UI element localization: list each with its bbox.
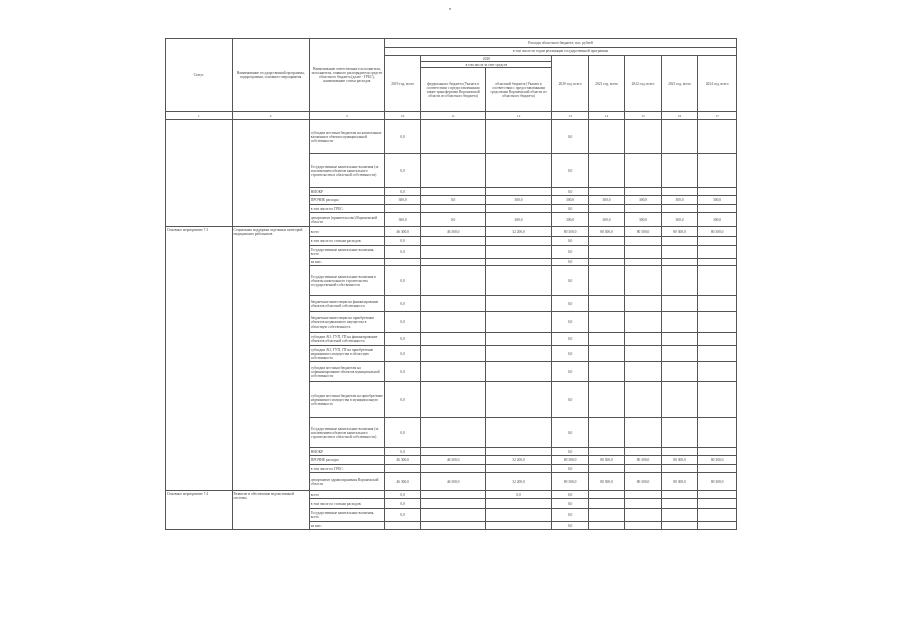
header-sub-span: в том числе по годам реализации государственной программы xyxy=(384,48,736,56)
value-cell-16 xyxy=(661,246,697,259)
header-indicator: Наименование ответственного исполнителя, исполнителя, главного распорядителя средств областного бюджета (далее - ГРБС), наименование статьи расходов xyxy=(309,39,384,112)
value-cell-12 xyxy=(485,188,552,196)
value-cell-13: 0,0 xyxy=(552,120,588,154)
row-label: всего xyxy=(309,227,384,237)
value-cell-15: 80 300,0 xyxy=(625,473,661,491)
value-cell-14: 300,0 xyxy=(588,196,624,205)
value-cell-13: 0,0 xyxy=(552,362,588,382)
value-cell-11 xyxy=(421,259,485,266)
value-cell-14 xyxy=(588,188,624,196)
value-cell-11 xyxy=(421,333,485,346)
header-2024: 2024 год, всего xyxy=(698,56,737,112)
value-cell-13: 0,0 xyxy=(552,205,588,213)
value-cell-10: 46 300,0 xyxy=(384,473,420,491)
value-cell-12 xyxy=(485,346,552,362)
value-cell-12: 32 200,0 xyxy=(485,473,552,491)
value-cell-15 xyxy=(625,333,661,346)
value-cell-11 xyxy=(421,188,485,196)
value-cell-15 xyxy=(625,465,661,473)
value-cell-12 xyxy=(485,448,552,456)
value-cell-15 xyxy=(625,362,661,382)
column-number: 13 xyxy=(552,112,588,120)
row-label: Государственные капитальные вложения в объекты капитального строительства государственной собственности xyxy=(309,266,384,296)
value-cell-17 xyxy=(698,120,737,154)
value-cell-13: 300,0 xyxy=(552,213,588,227)
value-cell-10: 0,0 xyxy=(384,448,420,456)
value-cell-13: 0,0 xyxy=(552,382,588,418)
value-cell-13: 0,0 xyxy=(552,266,588,296)
column-number: 10 xyxy=(384,112,420,120)
value-cell-11 xyxy=(421,346,485,362)
value-cell-10: 300,0 xyxy=(384,196,420,205)
value-cell-17: 80 300,0 xyxy=(698,227,737,237)
value-cell-13: 300,0 xyxy=(552,196,588,205)
value-cell-10 xyxy=(384,259,420,266)
value-cell-15 xyxy=(625,246,661,259)
value-cell-15 xyxy=(625,259,661,266)
value-cell-14 xyxy=(588,465,624,473)
value-cell-13: 0,0 xyxy=(552,259,588,266)
header-2021: 2021 год, всего xyxy=(588,56,624,112)
header-2022: 2022 год, всего xyxy=(625,56,661,112)
budget-table xyxy=(165,38,737,530)
value-cell-10: 0,0 xyxy=(384,499,420,509)
value-cell-17 xyxy=(698,418,737,448)
value-cell-14 xyxy=(588,382,624,418)
value-cell-15 xyxy=(625,509,661,522)
value-cell-10: 0,0 xyxy=(384,346,420,362)
row-label: субсидии АО, ГУП, ГП на финансирование объектов областной собственности xyxy=(309,333,384,346)
page-number: н xyxy=(449,6,452,11)
value-cell-13: 0,0 xyxy=(552,491,588,499)
value-cell-15: 300,0 xyxy=(625,196,661,205)
value-cell-12: 0,0 xyxy=(485,491,552,499)
value-cell-10: 0,0 xyxy=(384,154,420,188)
value-cell-16 xyxy=(661,509,697,522)
value-cell-17 xyxy=(698,246,737,259)
value-cell-12 xyxy=(485,465,552,473)
value-cell-17 xyxy=(698,312,737,333)
value-cell-10 xyxy=(384,465,420,473)
row-label: бюджетные инвестиции на приобретение объектов недвижимого имущества в областную собственность xyxy=(309,312,384,333)
value-cell-14 xyxy=(588,312,624,333)
value-cell-15 xyxy=(625,188,661,196)
value-cell-16 xyxy=(661,362,697,382)
value-cell-16: 300,0 xyxy=(661,213,697,227)
value-cell-14 xyxy=(588,205,624,213)
value-cell-15 xyxy=(625,205,661,213)
value-cell-12 xyxy=(485,418,552,448)
value-cell-13: 0,0 xyxy=(552,418,588,448)
value-cell-16 xyxy=(661,266,697,296)
value-cell-14 xyxy=(588,499,624,509)
value-cell-13: 0,0 xyxy=(552,188,588,196)
value-cell-15 xyxy=(625,346,661,362)
value-cell-11 xyxy=(421,499,485,509)
value-cell-15 xyxy=(625,120,661,154)
value-cell-11 xyxy=(421,418,485,448)
value-cell-12 xyxy=(485,509,552,522)
value-cell-17: 80 300,0 xyxy=(698,473,737,491)
value-cell-11 xyxy=(421,382,485,418)
value-cell-17 xyxy=(698,382,737,418)
value-cell-10: 0,0 xyxy=(384,333,420,346)
value-cell-11 xyxy=(421,362,485,382)
value-cell-17 xyxy=(698,465,737,473)
value-cell-13: 0,0 xyxy=(552,522,588,530)
value-cell-12 xyxy=(485,312,552,333)
group-status: Основное мероприятие 7.3 xyxy=(166,227,233,491)
row-label: Государственные капитальные вложения (за исключением объектов капитального строительства в областной собственности) xyxy=(309,154,384,188)
value-cell-11 xyxy=(421,509,485,522)
value-cell-11 xyxy=(421,448,485,456)
group-name: Социальная поддержка отдельных категорий медицинских работников xyxy=(232,227,309,491)
row-label: субсидии местным бюджетам на софинансирование объектов муниципальной собственности xyxy=(309,362,384,382)
value-cell-17: 300,0 xyxy=(698,213,737,227)
row-label: бюджетные инвестиции на финансирование объектов областной собственности xyxy=(309,296,384,312)
value-cell-16 xyxy=(661,205,697,213)
value-cell-12: 32 200,0 xyxy=(485,227,552,237)
value-cell-17 xyxy=(698,362,737,382)
value-cell-10 xyxy=(384,205,420,213)
value-cell-14 xyxy=(588,246,624,259)
value-cell-14 xyxy=(588,154,624,188)
value-cell-10: 0,0 xyxy=(384,188,420,196)
table-body xyxy=(166,112,737,530)
value-cell-12 xyxy=(485,522,552,530)
value-cell-15: 80 300,0 xyxy=(625,227,661,237)
value-cell-13: 0,0 xyxy=(552,312,588,333)
value-cell-10: 0,0 xyxy=(384,120,420,154)
row-label: НИОКР xyxy=(309,188,384,196)
value-cell-15: 300,0 xyxy=(625,213,661,227)
value-cell-12 xyxy=(485,154,552,188)
column-number: 3 xyxy=(309,112,384,120)
value-cell-11 xyxy=(421,120,485,154)
column-number: 16 xyxy=(661,112,697,120)
value-cell-13: 0,0 xyxy=(552,465,588,473)
value-cell-17 xyxy=(698,205,737,213)
header-top-span: Расходы областного бюджета, тыс. рублей xyxy=(384,39,736,48)
value-cell-10: 0,0 xyxy=(384,491,420,499)
column-number: 14 xyxy=(588,112,624,120)
value-cell-12 xyxy=(485,266,552,296)
value-cell-14 xyxy=(588,346,624,362)
value-cell-16 xyxy=(661,188,697,196)
value-cell-17 xyxy=(698,509,737,522)
value-cell-11 xyxy=(421,266,485,296)
value-cell-17 xyxy=(698,499,737,509)
value-cell-17 xyxy=(698,237,737,246)
value-cell-10: 0,0 xyxy=(384,382,420,418)
value-cell-12: 300,0 xyxy=(485,213,552,227)
value-cell-15 xyxy=(625,312,661,333)
value-cell-12 xyxy=(485,246,552,259)
value-cell-12 xyxy=(485,333,552,346)
row-label: в том числе по статьям расходов: xyxy=(309,237,384,246)
value-cell-16 xyxy=(661,499,697,509)
value-cell-11: 46 300,0 xyxy=(421,473,485,491)
table-row xyxy=(166,227,737,237)
budget-table-container xyxy=(165,38,737,530)
group-status-continued xyxy=(166,120,233,227)
value-cell-15 xyxy=(625,296,661,312)
value-cell-10: 46 300,0 xyxy=(384,456,420,465)
header-obl: областной бюджета (Указать в соответствии с предоставленными средствами Воронежской области из областного бюджета) xyxy=(485,68,552,112)
row-label: в том числе по статьям расходов: xyxy=(309,499,384,509)
column-number: 11 xyxy=(421,112,485,120)
row-label: в том числе по ГРБС: xyxy=(309,205,384,213)
value-cell-17 xyxy=(698,154,737,188)
value-cell-16 xyxy=(661,154,697,188)
header-2020: 2020 год, всего xyxy=(552,56,588,112)
value-cell-14 xyxy=(588,333,624,346)
header-name: Наименование государственной программы, подпрограммы, основного мероприятия xyxy=(232,39,309,112)
row-label: департамент здравоохранения Воронежской области xyxy=(309,473,384,491)
value-cell-16 xyxy=(661,522,697,530)
value-cell-11 xyxy=(421,491,485,499)
value-cell-10: 0,0 xyxy=(384,246,420,259)
value-cell-11 xyxy=(421,205,485,213)
value-cell-14: 80 300,0 xyxy=(588,473,624,491)
value-cell-12 xyxy=(485,382,552,418)
value-cell-17 xyxy=(698,491,737,499)
value-cell-10: 0,0 xyxy=(384,312,420,333)
value-cell-12: 300,0 xyxy=(485,196,552,205)
value-cell-13: 0,0 xyxy=(552,333,588,346)
header-fed: федерального бюджета (Указать в соответствии с предоставленными также трансфертами Воронежской области из областного бюджета) xyxy=(421,68,485,112)
row-label: ПРОЧИЕ расходы xyxy=(309,196,384,205)
value-cell-15 xyxy=(625,522,661,530)
value-cell-10: 300,0 xyxy=(384,213,420,227)
column-number: 17 xyxy=(698,112,737,120)
value-cell-10: 46 300,0 xyxy=(384,227,420,237)
row-label: всего xyxy=(309,491,384,499)
value-cell-10: 0,0 xyxy=(384,296,420,312)
row-label: в том числе по ГРБС: xyxy=(309,465,384,473)
row-label: субсидии местным бюджетам на капитальные вложения в объекты муниципальной собственности xyxy=(309,120,384,154)
value-cell-16 xyxy=(661,382,697,418)
value-cell-15 xyxy=(625,499,661,509)
value-cell-16 xyxy=(661,296,697,312)
value-cell-11 xyxy=(421,237,485,246)
value-cell-17 xyxy=(698,333,737,346)
value-cell-17 xyxy=(698,188,737,196)
column-number: 2 xyxy=(232,112,309,120)
value-cell-10: 0,0 xyxy=(384,266,420,296)
value-cell-15 xyxy=(625,266,661,296)
value-cell-10: 0,0 xyxy=(384,509,420,522)
value-cell-16 xyxy=(661,346,697,362)
value-cell-16 xyxy=(661,448,697,456)
group-name-continued xyxy=(232,120,309,227)
value-cell-11 xyxy=(421,296,485,312)
value-cell-14 xyxy=(588,491,624,499)
row-label: Государственные капитальные вложения (за исключением объектов капитального строительства в областной собственности) xyxy=(309,418,384,448)
value-cell-11 xyxy=(421,154,485,188)
value-cell-16 xyxy=(661,465,697,473)
value-cell-14 xyxy=(588,418,624,448)
row-label: субсидии АО, ГУП, ГП на приобретение недвижимого имущества в областную собственность xyxy=(309,346,384,362)
value-cell-14 xyxy=(588,362,624,382)
value-cell-14 xyxy=(588,522,624,530)
value-cell-13: 80 300,0 xyxy=(552,473,588,491)
value-cell-13: 0,0 xyxy=(552,154,588,188)
value-cell-16 xyxy=(661,333,697,346)
value-cell-14: 300,0 xyxy=(588,213,624,227)
value-cell-15 xyxy=(625,418,661,448)
value-cell-17: 300,0 xyxy=(698,196,737,205)
value-cell-15 xyxy=(625,491,661,499)
value-cell-10: 0,0 xyxy=(384,362,420,382)
value-cell-10: 0,0 xyxy=(384,237,420,246)
value-cell-16 xyxy=(661,491,697,499)
value-cell-10: 0,0 xyxy=(384,418,420,448)
column-number: 15 xyxy=(625,112,661,120)
value-cell-13: 0,0 xyxy=(552,237,588,246)
header-incl: в том числе за счет средств xyxy=(421,62,552,68)
row-label: субсидии местным бюджетам на приобретение недвижимого имущества в муниципальную собственность xyxy=(309,382,384,418)
value-cell-16: 300,0 xyxy=(661,196,697,205)
row-label: Государственные капитальные вложения, всего xyxy=(309,246,384,259)
value-cell-16 xyxy=(661,418,697,448)
row-label: Государственные капитальные вложения, всего xyxy=(309,509,384,522)
value-cell-11: 0,0 xyxy=(421,213,485,227)
value-cell-17 xyxy=(698,266,737,296)
column-number: 12 xyxy=(485,112,552,120)
column-number: 1 xyxy=(166,112,233,120)
value-cell-14: 80 300,0 xyxy=(588,456,624,465)
header-year-2020: 2020 xyxy=(421,56,552,62)
value-cell-14 xyxy=(588,237,624,246)
value-cell-10 xyxy=(384,522,420,530)
value-cell-17 xyxy=(698,448,737,456)
value-cell-13: 0,0 xyxy=(552,296,588,312)
value-cell-12 xyxy=(485,205,552,213)
value-cell-16: 80 300,0 xyxy=(661,456,697,465)
value-cell-16 xyxy=(661,259,697,266)
value-cell-11 xyxy=(421,246,485,259)
value-cell-12 xyxy=(485,296,552,312)
value-cell-15 xyxy=(625,448,661,456)
value-cell-14 xyxy=(588,296,624,312)
value-cell-12 xyxy=(485,362,552,382)
value-cell-17 xyxy=(698,522,737,530)
value-cell-17: 80 300,0 xyxy=(698,456,737,465)
value-cell-11: 0,0 xyxy=(421,196,485,205)
row-label: департамент (правительство) Воронежской области xyxy=(309,213,384,227)
header-2019: 2019 год, всего xyxy=(384,56,420,112)
value-cell-13: 0,0 xyxy=(552,246,588,259)
value-cell-11 xyxy=(421,312,485,333)
value-cell-11 xyxy=(421,522,485,530)
value-cell-13: 0,0 xyxy=(552,499,588,509)
value-cell-16 xyxy=(661,237,697,246)
value-cell-17 xyxy=(698,346,737,362)
value-cell-12 xyxy=(485,120,552,154)
value-cell-14 xyxy=(588,120,624,154)
value-cell-15 xyxy=(625,237,661,246)
value-cell-14: 80 300,0 xyxy=(588,227,624,237)
value-cell-16: 80 300,0 xyxy=(661,473,697,491)
value-cell-17 xyxy=(698,296,737,312)
value-cell-14 xyxy=(588,448,624,456)
row-label: из них: xyxy=(309,259,384,266)
column-numbers-row xyxy=(166,112,737,120)
header-2023: 2023 год, всего xyxy=(661,56,697,112)
value-cell-15 xyxy=(625,382,661,418)
value-cell-12 xyxy=(485,499,552,509)
value-cell-16: 80 300,0 xyxy=(661,227,697,237)
table-row xyxy=(166,120,737,154)
value-cell-13: 0,0 xyxy=(552,346,588,362)
value-cell-15: 80 300,0 xyxy=(625,456,661,465)
row-label: ПРОЧИЕ расходы xyxy=(309,456,384,465)
row-label: из них: xyxy=(309,522,384,530)
value-cell-13: 80 300,0 xyxy=(552,227,588,237)
table-row xyxy=(166,491,737,499)
value-cell-17 xyxy=(698,259,737,266)
value-cell-14 xyxy=(588,509,624,522)
value-cell-14 xyxy=(588,266,624,296)
value-cell-14 xyxy=(588,259,624,266)
value-cell-11 xyxy=(421,465,485,473)
group-status: Основное мероприятие 7.4 xyxy=(166,491,233,530)
value-cell-15 xyxy=(625,154,661,188)
value-cell-13: 80 300,0 xyxy=(552,456,588,465)
value-cell-11: 46 300,0 xyxy=(421,456,485,465)
value-cell-11: 46 300,0 xyxy=(421,227,485,237)
group-name: Развитие и обеспечение ведомственной системы xyxy=(232,491,309,530)
value-cell-12: 32 200,0 xyxy=(485,456,552,465)
row-label: НИОКР xyxy=(309,448,384,456)
value-cell-13: 0,0 xyxy=(552,509,588,522)
value-cell-12 xyxy=(485,259,552,266)
value-cell-16 xyxy=(661,120,697,154)
value-cell-16 xyxy=(661,312,697,333)
header-status: Статус xyxy=(166,39,233,112)
value-cell-13: 0,0 xyxy=(552,448,588,456)
value-cell-12 xyxy=(485,237,552,246)
